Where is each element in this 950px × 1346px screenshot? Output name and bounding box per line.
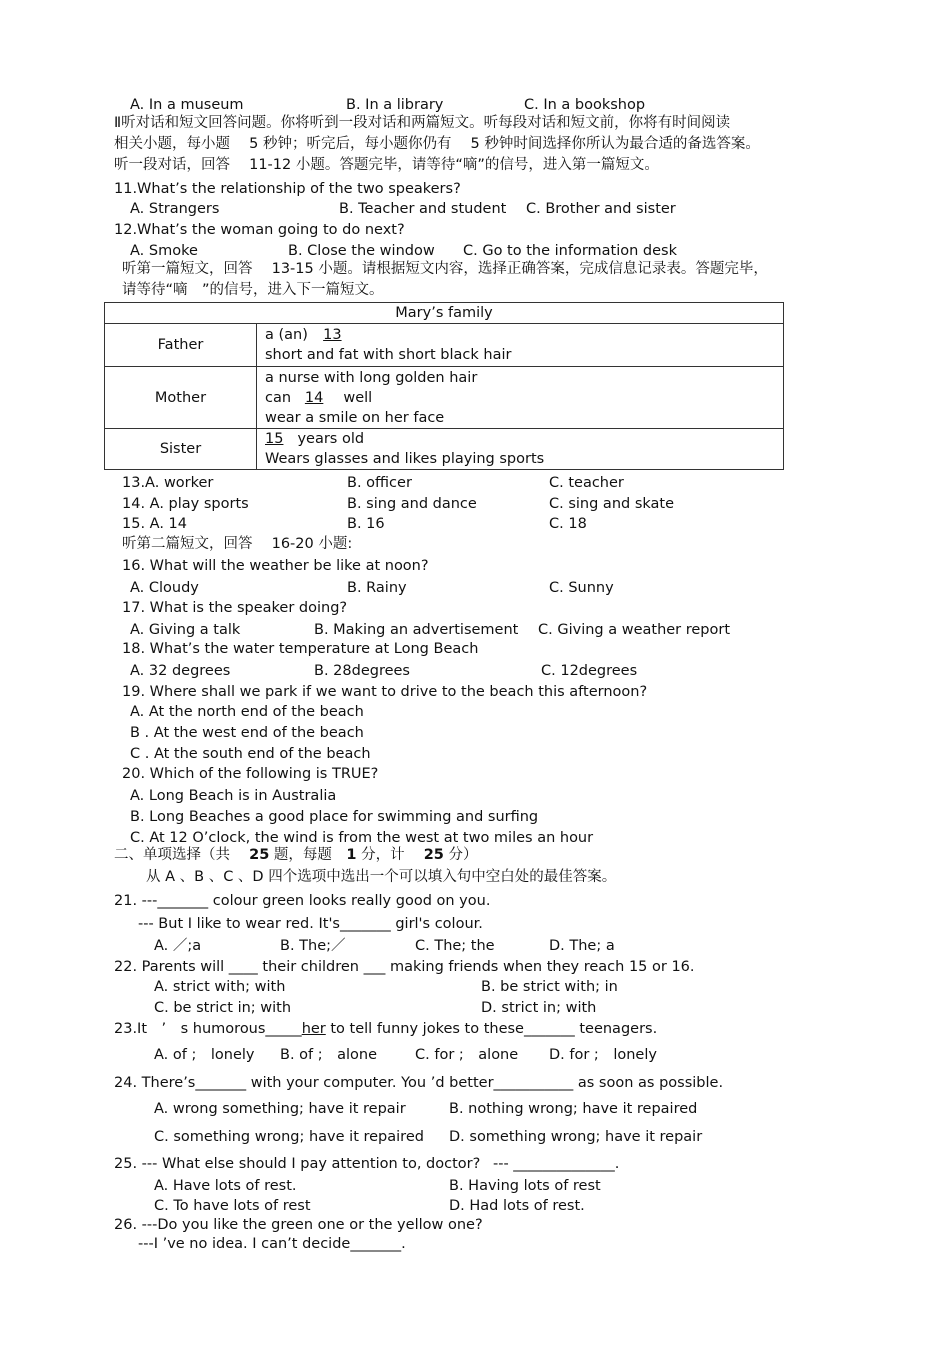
- part2-count: 25: [249, 847, 270, 863]
- q22-option-a: A. strict with; with: [154, 979, 286, 995]
- q25-option-b: B. Having lots of rest: [449, 1178, 601, 1194]
- q20-option-c: C. At 12 O’clock, the wind is from the west at two miles an hour: [130, 830, 594, 846]
- mother-well-text: well: [343, 389, 373, 406]
- mother-description-1: a nurse with long golden hair: [265, 369, 478, 386]
- q25-reply: --- ______________.: [493, 1156, 620, 1172]
- q26-line1: 26. ---Do you like the green one or the yellow one?: [114, 1217, 483, 1233]
- q24-option-a: A. wrong something; have it repair: [154, 1101, 406, 1117]
- q18-option-a: A. 32 degrees: [130, 663, 231, 679]
- q23-option-a: A. of ; lonely: [154, 1047, 255, 1063]
- q20-stem: 20. Which of the following is TRUE?: [122, 766, 379, 782]
- q19-stem: 19. Where shall we park if we want to drive to the beach this afternoon?: [122, 684, 648, 700]
- q21-option-c: C. The; the: [415, 938, 495, 954]
- q15-option-c: C. 18: [549, 516, 587, 532]
- table-title: Mary’s family: [105, 303, 784, 324]
- q26-line2-text: ---I ’ve no idea. I can’t decide: [138, 1236, 351, 1252]
- sister-years-text: years old: [297, 431, 365, 447]
- q22-option-d: D. strict in; with: [481, 1000, 597, 1016]
- q25-option-d: D. Had lots of rest.: [449, 1198, 585, 1214]
- marys-family-table: [104, 302, 784, 470]
- q21-option-d: D. The; a: [549, 938, 615, 954]
- q14-option-b: B. sing and dance: [347, 496, 477, 512]
- passage1-intro-line1: 听第一篇短文，回答 13-15 小题。请根据短文内容，选择正确答案，完成信息记录表。答题完毕，: [122, 261, 768, 277]
- mother-can-text: can: [265, 389, 292, 406]
- section2-intro-line2: 相关小题，每小题 5 秒钟；听完后，每小题你仍有 5 秒钟时间选择你所认为最合适的备选答案。: [114, 136, 760, 152]
- q10-option-c: C. In a bookshop: [524, 97, 646, 113]
- q11-stem: 11.What’s the relationship of the two speakers?: [114, 181, 461, 197]
- father-description: short and fat with short black hair: [265, 347, 512, 363]
- q26-blank: _______.: [350, 1236, 406, 1252]
- q18-option-c: C. 12degrees: [541, 663, 638, 679]
- q10-option-a: A. In a museum: [130, 97, 244, 113]
- q12-option-b: B. Close the window: [288, 243, 435, 259]
- q21-option-b: B. The;／: [280, 938, 346, 954]
- q21-line1: 21. ---_______ colour green looks really good on you.: [114, 893, 491, 909]
- q17-stem: 17. What is the speaker doing?: [122, 600, 348, 616]
- q17-option-c: C. Giving a weather report: [538, 622, 731, 638]
- part2-heading-post: 分）: [443, 847, 478, 863]
- q23-stem: [114, 1020, 657, 1038]
- sister-description: Wears glasses and likes playing sports: [265, 451, 545, 467]
- q20-option-b: B. Long Beaches a good place for swimming and surfing: [130, 809, 539, 825]
- q12-option-c: C. Go to the information desk: [463, 243, 678, 259]
- q18-stem: 18. What’s the water temperature at Long Beach: [122, 641, 479, 657]
- q11-option-b: B. Teacher and student: [339, 201, 507, 217]
- q12-option-a: A. Smoke: [130, 243, 198, 259]
- q11-option-a: A. Strangers: [130, 201, 220, 217]
- q24-option-b: B. nothing wrong; have it repaired: [449, 1101, 698, 1117]
- q23-option-b: B. of ; alone: [280, 1047, 378, 1063]
- q23-stem-pre: 23.It ’ s humorous_____: [114, 1021, 302, 1037]
- passage2-intro: 听第二篇短文，回答 16-20 小题:: [122, 536, 353, 552]
- q16-stem: 16. What will the weather be like at noon?: [122, 558, 429, 574]
- table-label-father: Father: [105, 324, 257, 367]
- q13-option-b: B. officer: [347, 475, 412, 491]
- q14-option-c: C. sing and skate: [549, 496, 675, 512]
- q12-stem: 12.What’s the woman going to do next?: [114, 222, 405, 238]
- q22-stem: 22. Parents will ____ their children ___ making friends when they reach 15 or 16.: [114, 959, 695, 975]
- table-cell-sister: [257, 429, 784, 470]
- mother-description-3: wear a smile on her face: [265, 409, 445, 426]
- q15-option-b: B. 16: [347, 516, 385, 532]
- section2-intro-line3: 听一段对话，回答 11-12 小题。答题完毕，请等待“嘀”的信号，进入第一篇短文。: [114, 157, 659, 173]
- q18-option-b: B. 28degrees: [314, 663, 410, 679]
- part2-instruction: 从 A 、B 、C 、D 四个选项中选出一个可以填入句中空白处的最佳答案。: [146, 869, 617, 885]
- q16-option-c: C. Sunny: [549, 580, 614, 596]
- blank-15: 15: [265, 431, 284, 447]
- part2-points-each: 1: [346, 847, 357, 863]
- q16-option-b: B. Rainy: [347, 580, 407, 596]
- q26-line2: [138, 1235, 406, 1253]
- q23-stem-underlined: her: [301, 1021, 326, 1037]
- blank-13: 13: [323, 327, 342, 343]
- table-cell-mother: [257, 367, 784, 429]
- q19-option-b: B . At the west end of the beach: [130, 725, 364, 741]
- part2-total: 25: [423, 847, 444, 863]
- q15-option-a: 15. A. 14: [122, 516, 188, 532]
- q23-option-c: C. for ; alone: [415, 1047, 519, 1063]
- part2-heading-pre: 二、单项选择（共: [114, 847, 250, 863]
- father-line1-text: a (an): [265, 327, 308, 343]
- q22-option-c: C. be strict in; with: [154, 1000, 292, 1016]
- q21-option-a: A. ／;a: [154, 938, 202, 954]
- q14-option-a: 14. A. play sports: [122, 496, 249, 512]
- q20-option-a: A. Long Beach is in Australia: [130, 788, 337, 804]
- q13-option-c: C. teacher: [549, 475, 624, 491]
- q24-stem: 24. There’s_______ with your computer. You ’d better___________ as soon as possible.: [114, 1075, 724, 1091]
- q25-option-c: C. To have lots of rest: [154, 1198, 311, 1214]
- q24-option-c: C. something wrong; have it repaired: [154, 1129, 424, 1145]
- q23-stem-post: to tell funny jokes to these_______ teenagers.: [325, 1021, 658, 1037]
- blank-14: 14: [304, 389, 324, 406]
- q25-stem: 25. --- What else should I pay attention to, doctor?: [114, 1156, 481, 1172]
- passage1-intro-line2: 请等待“嘀 ”的信号，进入下一篇短文。: [122, 282, 384, 298]
- q17-option-b: B. Making an advertisement: [314, 622, 519, 638]
- section2-intro-line1: Ⅱ听对话和短文回答问题。你将听到一段对话和两篇短文。听每段对话和短文前，你将有时间阅读: [114, 115, 731, 131]
- q11-option-c: C. Brother and sister: [526, 201, 676, 217]
- q17-option-a: A. Giving a talk: [130, 622, 241, 638]
- table-label-mother: Mother: [105, 367, 257, 429]
- part2-heading-mid2: 分，计: [356, 847, 424, 863]
- q10-option-b: B. In a library: [346, 97, 444, 113]
- part2-heading: [114, 846, 478, 864]
- table-label-sister: Sister: [105, 429, 257, 470]
- q13-option-a: 13.A. worker: [122, 475, 214, 491]
- q19-option-c: C . At the south end of the beach: [130, 746, 371, 762]
- q19-option-a: A. At the north end of the beach: [130, 704, 364, 720]
- q22-option-b: B. be strict with; in: [481, 979, 618, 995]
- q23-option-d: D. for ; lonely: [549, 1047, 657, 1063]
- table-cell-father: [257, 324, 784, 367]
- part2-heading-mid1: 题，每题: [269, 847, 347, 863]
- q25-option-a: A. Have lots of rest.: [154, 1178, 297, 1194]
- q16-option-a: A. Cloudy: [130, 580, 199, 596]
- q21-line2: --- But I like to wear red. It's_______ girl's colour.: [138, 916, 483, 932]
- q24-option-d: D. something wrong; have it repair: [449, 1129, 703, 1145]
